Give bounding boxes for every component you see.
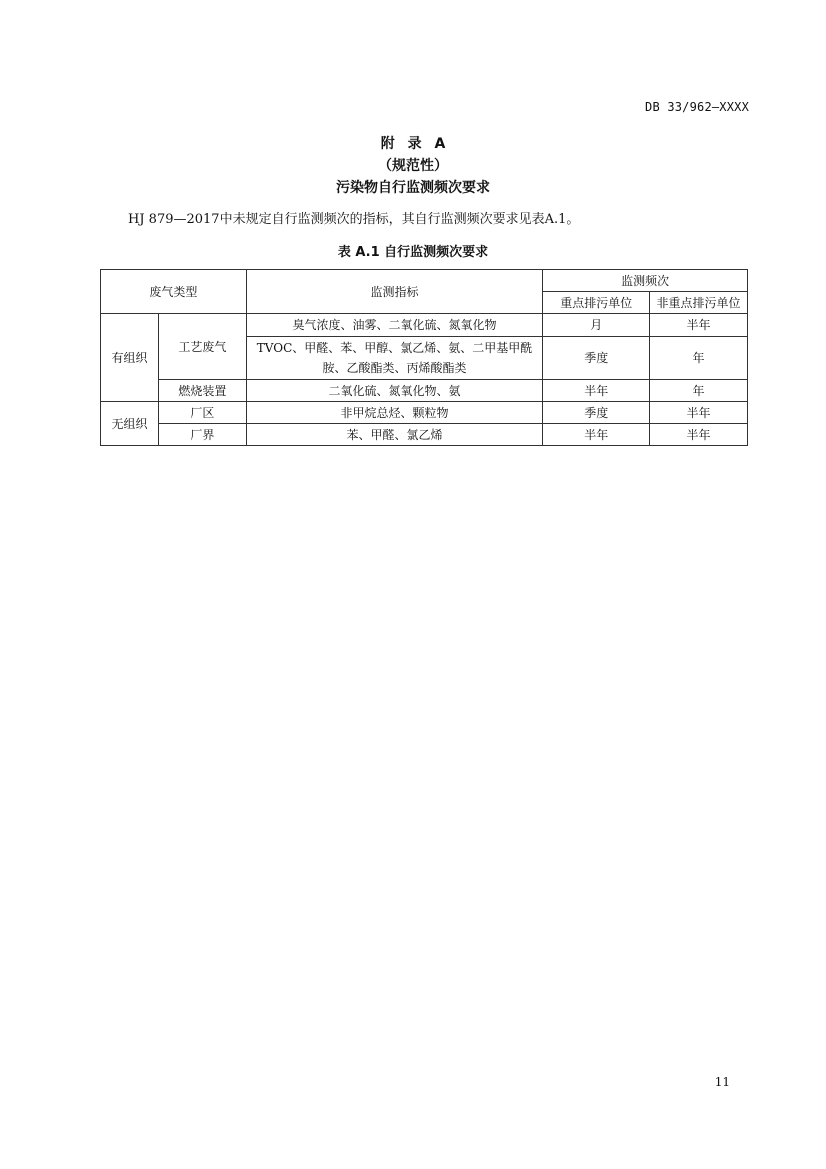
annex-type: （规范性） [378, 158, 448, 174]
table-row [101, 314, 748, 337]
annex-title: 附 录 A [380, 136, 446, 152]
table-header-row [101, 270, 748, 292]
table-row [101, 402, 748, 424]
indicator-line: TVOC、甲醛、苯、甲醇、氯乙烯、氨、二甲基甲酰 [256, 341, 533, 355]
document-code: DB 33/962—XXXX [645, 100, 749, 114]
nonkey-frequency-cell: 半年 [650, 424, 748, 446]
page-number: 11 [714, 1075, 730, 1089]
key-frequency-cell: 季度 [543, 402, 650, 424]
header-key-unit: 重点排污单位 [543, 292, 650, 314]
key-frequency-cell: 月 [543, 314, 650, 337]
header-indicator: 监测指标 [246, 270, 543, 314]
key-frequency-cell: 半年 [543, 424, 650, 446]
annex-name: 污染物自行监测频次要求 [336, 180, 490, 196]
monitoring-frequency-table [100, 269, 748, 446]
key-frequency-cell: 半年 [543, 380, 650, 402]
process-gas-label: 工艺废气 [158, 314, 246, 380]
combustion-label: 燃烧装置 [158, 380, 246, 402]
indicator-cell [246, 337, 543, 380]
boundary-label: 厂界 [158, 424, 246, 446]
table-row [101, 424, 748, 446]
indicator-cell: 苯、甲醛、氯乙烯 [246, 424, 543, 446]
factory-area-label: 厂区 [158, 402, 246, 424]
key-frequency-cell: 季度 [543, 337, 650, 380]
nonkey-frequency-cell: 年 [650, 337, 748, 380]
table-caption: 表 A.1 自行监测频次要求 [337, 245, 489, 260]
intro-paragraph: HJ 879—2017中未规定自行监测频次的指标，其自行监测频次要求见表A.1。 [128, 212, 580, 227]
indicator-cell: 臭气浓度、油雾、二氧化硫、氮氧化物 [246, 314, 543, 337]
table-row [101, 380, 748, 402]
indicator-cell: 二氧化硫、氮氧化物、氨 [246, 380, 543, 402]
header-type: 废气类型 [101, 270, 247, 314]
header-frequency: 监测频次 [543, 270, 748, 292]
nonkey-frequency-cell: 年 [650, 380, 748, 402]
indicator-line: 胺、乙酸酯类、丙烯酸酯类 [322, 361, 467, 375]
unorganized-label: 无组织 [101, 402, 159, 446]
nonkey-frequency-cell: 半年 [650, 402, 748, 424]
nonkey-frequency-cell: 半年 [650, 314, 748, 337]
organized-label: 有组织 [101, 314, 159, 402]
header-nonkey-unit: 非重点排污单位 [650, 292, 748, 314]
indicator-cell: 非甲烷总烃、颗粒物 [246, 402, 543, 424]
